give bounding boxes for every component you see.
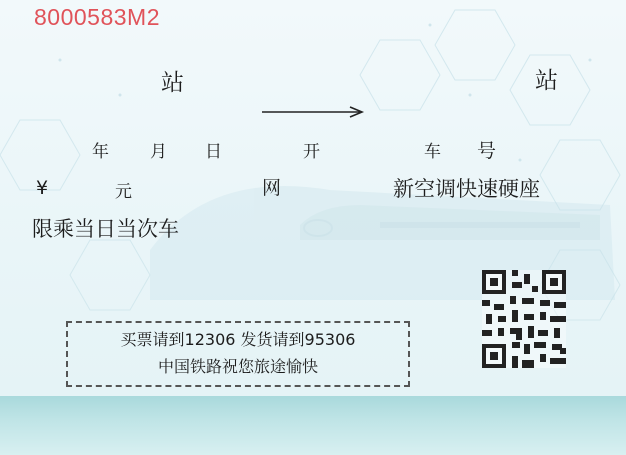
arrival-station: 站	[535, 68, 558, 94]
date-year-label: 年	[92, 142, 109, 162]
seat-number-label: 号	[477, 140, 497, 162]
ticket-bottom-band	[0, 396, 626, 455]
validity-notice: 限乘当日当次车	[32, 217, 179, 241]
price-unit: 元	[115, 182, 132, 202]
ticket-serial-number: 8000583M2	[34, 4, 160, 30]
qr-code	[482, 270, 566, 368]
currency-symbol: ¥	[36, 177, 49, 199]
service-notice-line2: 中国铁路祝您旅途愉快	[157, 357, 318, 376]
departure-time-label: 开	[303, 142, 320, 162]
date-day-label: 日	[205, 142, 222, 162]
direction-arrow-icon	[262, 106, 366, 118]
seat-type: 新空调快速硬座	[393, 177, 540, 201]
service-notice-box	[66, 321, 410, 387]
car-label: 车	[424, 142, 441, 162]
date-month-label: 月	[150, 142, 167, 162]
purchase-channel: 网	[262, 177, 282, 199]
service-notice-line1: 买票请到12306 发货请到95306	[120, 330, 356, 349]
departure-station: 站	[161, 70, 184, 96]
